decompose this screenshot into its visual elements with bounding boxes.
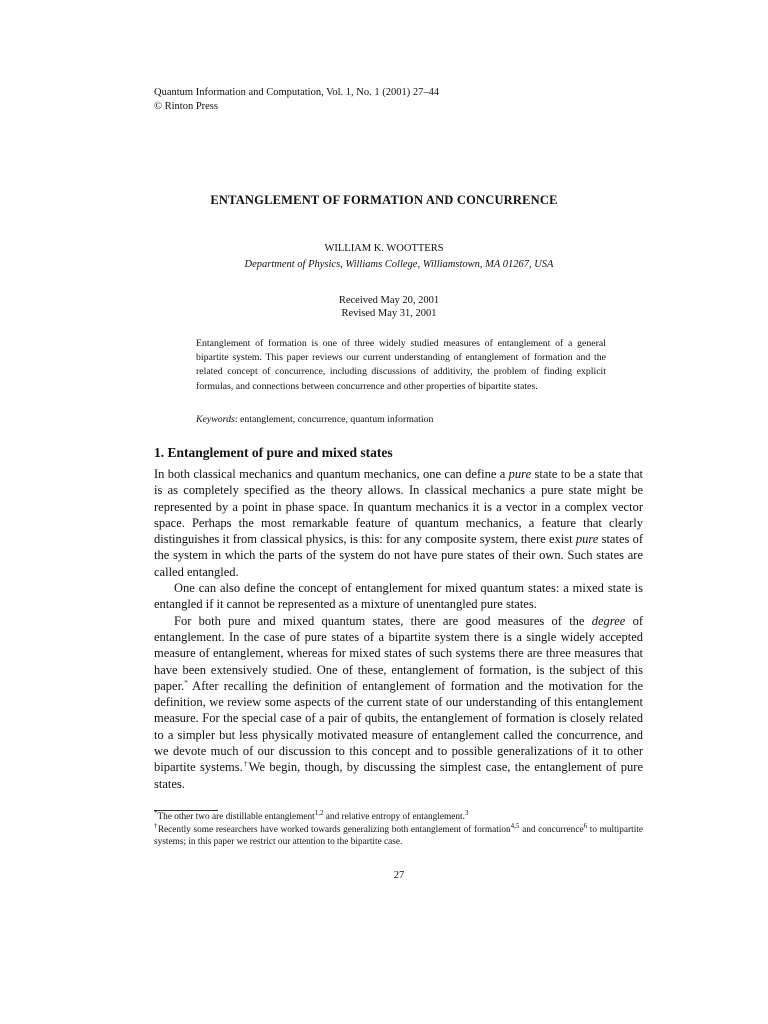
paragraph-3 — [154, 613, 643, 792]
citation-ref[interactable]: 3 — [464, 808, 469, 817]
text-run: For both pure and mixed quantum states, there are good measures of the — [174, 613, 592, 628]
paragraph-1 — [154, 466, 643, 580]
text-run: We begin, though, by discussing the simplest case, the entanglement of pure states. — [154, 760, 643, 791]
text-run: of entanglement. In the case of pure states of a bipartite system there is a single widely accepted measure of entanglement, whereas for mixed states of such systems there are three measures that have been extensively studied. One of these, entanglement of formation, is the subject of this paper. — [154, 613, 643, 693]
section-body — [154, 466, 643, 792]
page-number: 27 — [393, 870, 405, 881]
text-run: and relative entropy of entanglement. — [323, 812, 465, 822]
text-run: and concurrence — [519, 824, 584, 835]
keywords-list: : entanglement, concurrence, quantum information — [234, 414, 434, 425]
revised-date: Revised May 31, 2001 — [341, 308, 437, 319]
text-run: In both classical mechanics and quantum mechanics, one can define a — [154, 467, 509, 481]
text-run: state to be a state that is as completely specified as the theory allows. In classical mechanics a pure state might be represented by a point in phase space. In quantum mechanics it is a vector in a complex vector space. Perhaps the most remarkable feature of quantum mechanics, a feature that clearly distinguishes it from classical physics, is this: for any composite system, there exist — [154, 467, 643, 547]
citation-ref[interactable]: 6 — [583, 821, 588, 830]
footnote-2 — [154, 821, 643, 849]
publisher-line: © Rinton Press — [154, 101, 218, 112]
text-run: to multipartite systems; in this paper we restrict our attention to the bipartite case. — [154, 824, 643, 848]
received-date: Received May 20, 2001 — [338, 295, 440, 306]
citation-ref[interactable]: 1,2 — [314, 808, 324, 817]
keywords-line — [196, 414, 433, 425]
footnote-marker[interactable]: † — [242, 760, 249, 769]
text-run: After recalling the definition of entanglement of formation and the motivation for the definition, we review some aspects of the current state of our understanding of this entanglement measure. For the special case of a pair of qubits, the entanglement of formation is closely related to a simpler but less physically motivated measure of entanglement called the concurrence, and we devote much of our discussion to this concept and to possible generalizations of it to other bipartite systems. — [154, 678, 643, 775]
text-run: Recently some researchers have worked towards generalizing both entanglement of formation — [157, 824, 511, 835]
keywords-label: Keywords — [196, 414, 235, 425]
section-heading: 1. Entanglement of pure and mixed states — [154, 445, 393, 460]
footnote-marker[interactable]: * — [184, 678, 188, 687]
footnote-mark: * — [154, 808, 158, 817]
journal-citation: Quantum Information and Computation, Vol. 1, No. 1 (2001) 27–44 — [154, 87, 440, 98]
text-run: states of the system in which the parts of the system do not have pure states of their own. Such states are called entangled. — [154, 532, 644, 579]
paragraph-2: One can also define the concept of entanglement for mixed quantum states: a mixed state is entangled if it cannot be represented as a mixture of unentangled pure states. — [154, 581, 643, 612]
footnote-1 — [154, 808, 643, 824]
emphasis: degree — [591, 613, 626, 628]
author-affiliation: Department of Physics, Williams College, Williamstown, MA 01267, USA — [244, 259, 554, 270]
emphasis: pure — [508, 467, 532, 481]
author-name: WILLIAM K. WOOTTERS — [324, 243, 444, 254]
text-run: The other two are distillable entanglement — [157, 812, 315, 822]
citation-ref[interactable]: 4,5 — [510, 821, 520, 830]
abstract: Entanglement of formation is one of three widely studied measures of entanglement of a general bipartite system. This paper reviews our current understanding of entanglement of formation and the related concept of concurrence, including discussions of additivity, the problem of finding explicit formulas, and connections between concurrence and other properties of bipartite states. — [196, 338, 606, 392]
paper-title: ENTANGLEMENT OF FORMATION AND CONCURRENCE — [210, 193, 558, 207]
footnotes — [154, 808, 643, 849]
submission-dates — [0, 294, 768, 320]
footnote-mark: † — [154, 821, 158, 830]
emphasis: pure — [575, 532, 599, 547]
journal-header — [154, 86, 439, 114]
